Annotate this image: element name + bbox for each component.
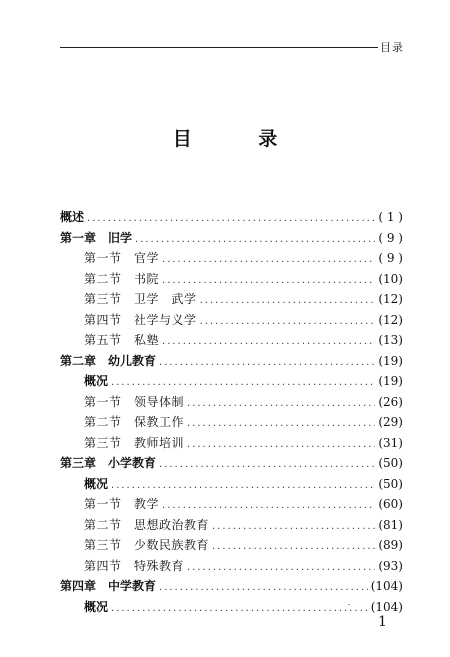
toc-entry-page: (29) xyxy=(378,415,403,429)
toc-entry xyxy=(60,433,403,454)
toc-entry-title: 第三节 卫学 武学 xyxy=(84,292,197,306)
toc-entry xyxy=(60,269,403,290)
toc-entry xyxy=(60,535,403,556)
toc-entry-title: 概况 xyxy=(84,599,109,614)
toc-entry-page: (26) xyxy=(378,394,403,409)
dot-leader xyxy=(187,435,375,456)
toc-entry-page: (13) xyxy=(378,333,403,347)
page-number: 1 xyxy=(378,614,387,630)
dot-leader xyxy=(111,373,375,394)
toc-entry-title: 第三章 小学教育 xyxy=(60,456,157,470)
toc-entry xyxy=(60,515,403,536)
toc-entry-title: 概述 xyxy=(60,210,85,224)
dot-leader xyxy=(159,578,368,599)
toc-entry xyxy=(60,207,403,228)
toc-entry-title: 第一节 官学 xyxy=(84,251,160,265)
toc-entry xyxy=(60,392,403,413)
dot-leader xyxy=(111,476,375,497)
toc-entry-page: (93) xyxy=(378,558,403,573)
dot-leader xyxy=(200,312,376,333)
toc-entry-title: 第四节 特殊教育 xyxy=(84,558,185,573)
scan-speck xyxy=(348,604,350,605)
dot-leader xyxy=(87,209,375,230)
toc-entry xyxy=(60,556,403,577)
table-of-contents xyxy=(60,207,403,617)
dot-leader xyxy=(212,517,375,538)
toc-entry-page: (60) xyxy=(378,497,403,511)
toc-entry xyxy=(60,248,403,269)
running-header: 目录 xyxy=(380,41,404,54)
toc-entry-page: (31) xyxy=(378,435,403,450)
dot-leader xyxy=(187,394,375,415)
toc-entry-title: 第四章 中学教育 xyxy=(60,579,157,593)
toc-entry-title: 第一节 教学 xyxy=(84,497,160,511)
dot-leader xyxy=(162,271,375,292)
toc-entry xyxy=(60,351,403,372)
toc-entry-title: 概况 xyxy=(84,476,109,491)
page-title: 目 录 xyxy=(172,128,308,150)
dot-leader xyxy=(159,353,375,374)
toc-entry-title: 第一节 领导体制 xyxy=(84,394,185,409)
dot-leader xyxy=(212,537,375,558)
toc-entry-page: (50) xyxy=(378,456,403,470)
toc-entry xyxy=(60,289,403,310)
toc-entry-title: 第五节 私塾 xyxy=(84,333,160,347)
toc-entry-page: (19) xyxy=(378,353,403,368)
toc-entry-page: (104) xyxy=(370,599,403,614)
toc-entry-title: 第三节 少数民族教育 xyxy=(84,538,210,552)
dot-leader xyxy=(162,250,375,271)
toc-entry xyxy=(60,330,403,351)
toc-entry-title: 概况 xyxy=(84,374,109,388)
dot-leader xyxy=(135,230,375,251)
toc-entry xyxy=(60,453,403,474)
dot-leader xyxy=(200,291,376,312)
toc-entry-page: ( 9 ) xyxy=(378,251,403,265)
dot-leader xyxy=(162,496,375,517)
toc-entry-page: ( 1 ) xyxy=(378,210,403,224)
toc-entry-page: ( 9 ) xyxy=(378,230,403,245)
dot-leader xyxy=(159,455,375,476)
toc-entry-page: (12) xyxy=(378,312,403,327)
toc-entry xyxy=(60,310,403,331)
toc-entry xyxy=(60,597,403,618)
toc-entry xyxy=(60,576,403,597)
dot-leader xyxy=(187,558,375,579)
toc-entry-page: (81) xyxy=(378,517,403,532)
header-rule xyxy=(60,47,378,48)
toc-entry-page: (89) xyxy=(378,538,403,552)
toc-entry-title: 第四节 社学与义学 xyxy=(84,312,197,327)
dot-leader xyxy=(162,332,375,353)
toc-entry-title: 第二章 幼儿教育 xyxy=(60,353,157,368)
toc-entry-title: 第二节 保教工作 xyxy=(84,415,185,429)
dot-leader xyxy=(187,414,375,435)
dot-leader xyxy=(111,599,368,620)
toc-entry-title: 第三节 教师培训 xyxy=(84,435,185,450)
toc-entry-title: 第一章 旧学 xyxy=(60,230,133,245)
toc-entry-title: 第二节 书院 xyxy=(84,271,160,286)
toc-entry xyxy=(60,412,403,433)
toc-entry-page: (19) xyxy=(378,374,403,388)
toc-entry xyxy=(60,474,403,495)
toc-entry xyxy=(60,371,403,392)
toc-entry-page: (10) xyxy=(378,271,403,286)
toc-entry-page: (104) xyxy=(370,579,403,593)
toc-entry-title: 第二节 思想政治教育 xyxy=(84,517,210,532)
toc-entry-page: (12) xyxy=(378,292,403,306)
toc-entry xyxy=(60,494,403,515)
toc-entry xyxy=(60,228,403,249)
toc-entry-page: (50) xyxy=(378,476,403,491)
